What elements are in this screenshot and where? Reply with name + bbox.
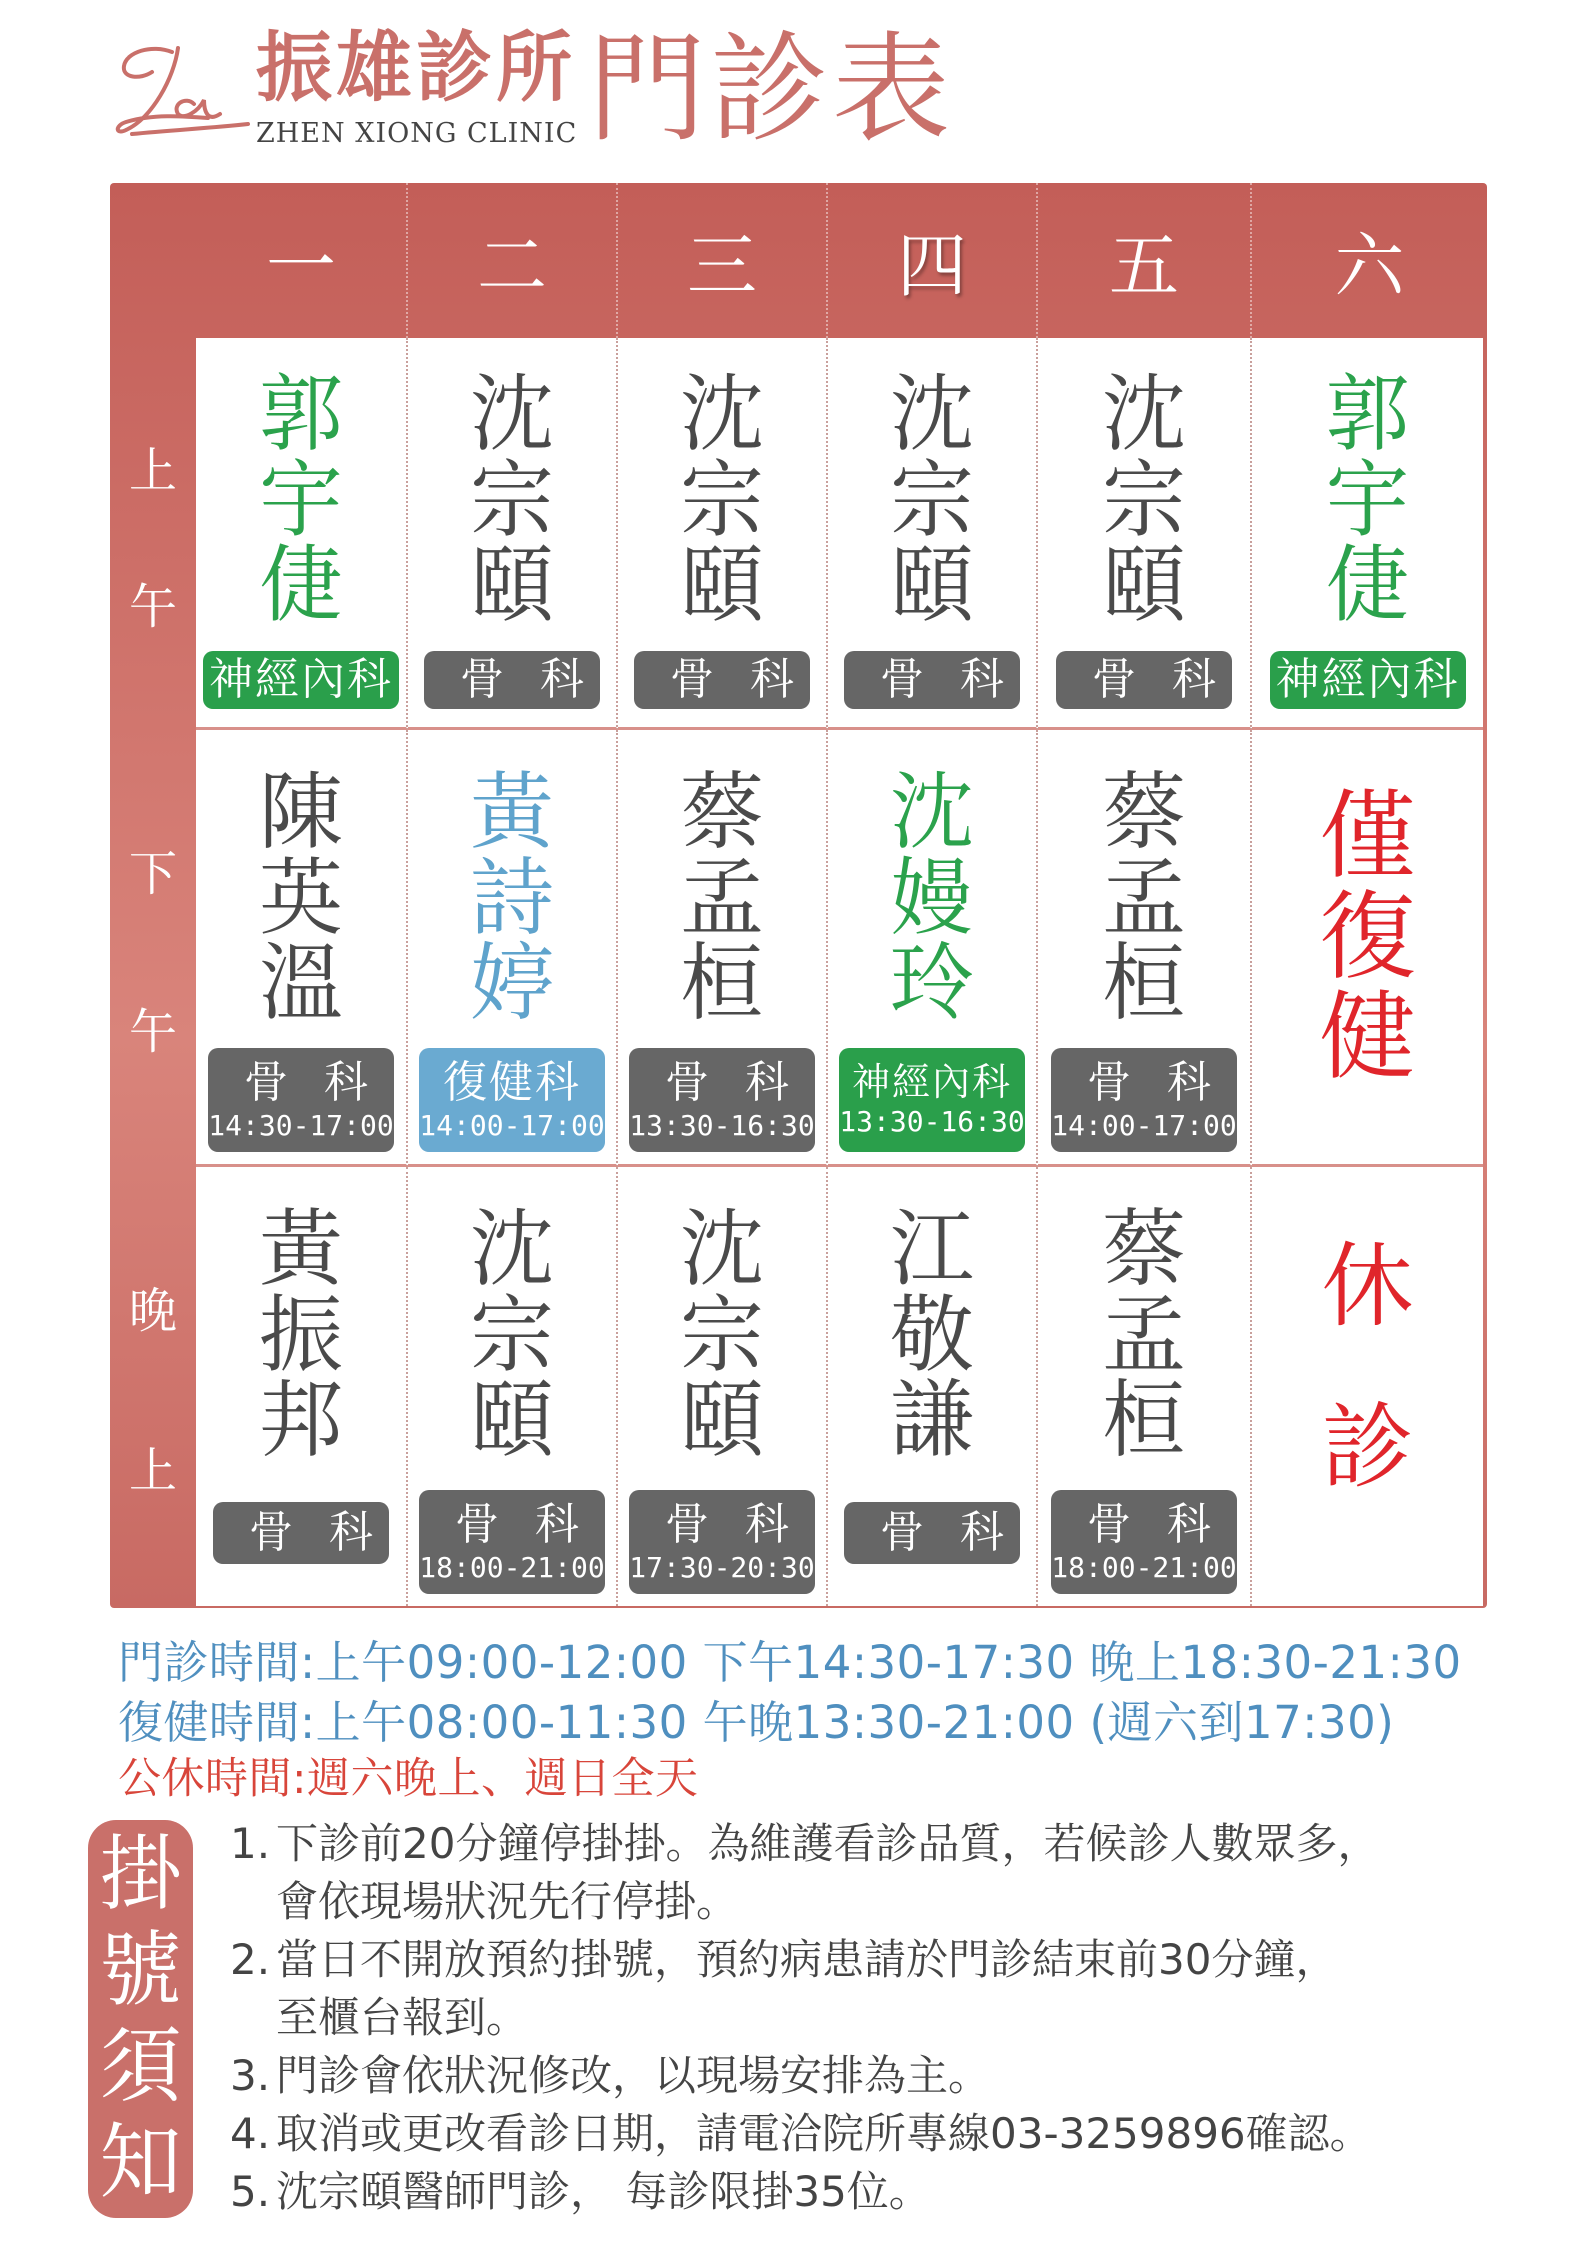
notice-item-4: 4. 取消或更改看診日期，請電洽院所專線03-3259896確認。 [230, 2109, 1372, 2158]
department-badge: 骨科 14:30-17:00 [208, 1048, 394, 1152]
rehab-hours: 復健時間:上午08:00-11:30 午晚13:30-21:00 (週六到17:30) [118, 1696, 1395, 1749]
clinic-name-en: ZHEN XIONG CLINIC [256, 118, 578, 149]
schedule-cell-mon-morning [196, 338, 408, 730]
doctor-name: 沈 宗 頤 [889, 365, 974, 635]
schedule-cell-sat-morning [1252, 338, 1483, 730]
schedule-cell-wed-afternoon [618, 730, 828, 1167]
department-badge: 骨科 14:00-17:00 [1051, 1048, 1237, 1152]
doctor-name: 蔡 孟 桓 [1101, 763, 1186, 1033]
schedule-cell-thu-evening [828, 1167, 1038, 1606]
doctor-name: 沈 嫚 玲 [889, 763, 974, 1033]
period-afternoon-char-2: 午 [128, 1004, 177, 1061]
schedule-cell-thu-afternoon [828, 730, 1038, 1167]
clinic-name: 振雄診所 [256, 23, 576, 112]
period-afternoon [110, 730, 196, 1167]
doctor-name: 沈 宗 頤 [1101, 365, 1186, 635]
doctor-name: 蔡 孟 桓 [679, 763, 764, 1033]
period-afternoon-char-1: 下 [128, 845, 177, 902]
notice-item-5: 5. 沈宗頤醫師門診， 每診限掛35位。 [230, 2167, 931, 2216]
notice-item-2-continued: 至櫃台報到。 [276, 1993, 529, 2042]
weekday-fri: 五 [1038, 183, 1252, 338]
department-badge: 神經內科 13:30-16:30 [839, 1048, 1025, 1152]
weekday-sat: 六 [1334, 225, 1405, 307]
doctor-name: 江 敬 謙 [889, 1200, 974, 1470]
schedule-cell-sat-afternoon [1252, 730, 1483, 1167]
weekday-wed: 三 [618, 183, 828, 338]
period-evening-char-2: 上 [128, 1442, 177, 1499]
schedule-cell-mon-afternoon [196, 730, 408, 1167]
schedule-cell-fri-afternoon [1038, 730, 1252, 1167]
doctor-name: 沈 宗 頤 [469, 1200, 554, 1470]
doctor-name: 郭 宇 倢 [258, 365, 343, 635]
department-badge: 神經內科 [203, 651, 399, 709]
department-badge: 骨科 [844, 651, 1020, 709]
department-badge: 骨科 [844, 1502, 1020, 1564]
period-morning-char-2: 午 [128, 578, 177, 635]
page-title: 門診表 [588, 20, 955, 158]
department-badge: 骨科 13:30-16:30 [629, 1048, 815, 1152]
rehab-only-text: 僅 復 健 [1319, 779, 1416, 1094]
registration-notice-label: 掛 號 須 知 [88, 1820, 193, 2218]
schedule-cell-fri-morning [1038, 338, 1252, 730]
period-morning-char-1: 上 [128, 442, 177, 499]
doctor-name: 沈 宗 頤 [679, 365, 764, 635]
clinic-logo-icon [112, 38, 252, 148]
department-badge: 骨科 [1056, 651, 1232, 709]
department-badge: 骨科 [634, 651, 810, 709]
schedule-cell-mon-evening [196, 1167, 408, 1606]
closed-text: 休 診 [1321, 1232, 1414, 1501]
doctor-name: 郭 宇 倢 [1325, 365, 1410, 635]
schedule-cell-sat-evening [1252, 1167, 1483, 1606]
registration-notice-list [230, 1815, 1530, 2221]
period-evening-char-1: 晚 [128, 1283, 177, 1340]
clinic-hours: 門診時間:上午09:00-12:00 下午14:30-17:30 晚上18:30-21:30 [118, 1636, 1462, 1689]
closed-hours: 公休時間:週六晚上、週日全天 [118, 1754, 699, 1804]
schedule-cell-tue-morning [408, 338, 618, 730]
doctor-name: 蔡 孟 桓 [1101, 1200, 1186, 1470]
period-column [110, 338, 196, 1606]
weekday-header-row [196, 183, 1487, 338]
doctor-name: 沈 宗 頤 [679, 1200, 764, 1470]
schedule-grid [196, 338, 1483, 1606]
notice-item-2: 2. 當日不開放預約掛號，預約病患請於門診結束前30分鐘， [230, 1935, 1338, 1984]
schedule-cell-thu-morning [828, 338, 1038, 730]
period-evening [110, 1167, 196, 1606]
doctor-name: 黃 振 邦 [258, 1200, 343, 1470]
notice-item-3: 3. 門診會依狀況修改，以現場安排為主。 [230, 2051, 991, 2100]
weekday-tue: 二 [408, 183, 618, 338]
schedule-cell-fri-evening [1038, 1167, 1252, 1606]
schedule-cell-tue-evening [408, 1167, 618, 1606]
department-badge: 復健科 14:00-17:00 [419, 1048, 605, 1152]
weekday-mon: 一 [196, 183, 408, 338]
doctor-name: 陳 英 溫 [258, 763, 343, 1033]
weekday-thu: 四 [828, 183, 1038, 338]
doctor-name: 黃 詩 婷 [469, 763, 554, 1033]
schedule-cell-wed-morning [618, 338, 828, 730]
department-badge: 骨科 [424, 651, 600, 709]
department-badge: 骨科 18:00-21:00 [1051, 1490, 1237, 1594]
period-morning [110, 338, 196, 730]
department-badge: 神經內科 [1270, 651, 1466, 709]
schedule-cell-wed-evening [618, 1167, 828, 1606]
department-badge: 骨科 [213, 1502, 389, 1564]
notice-item-1: 1. 下診前20分鐘停掛掛。為維護看診品質，若候診人數眾多， [230, 1819, 1380, 1868]
notice-item-1-continued: 會依現場狀況先行停掛。 [276, 1877, 739, 1926]
schedule-cell-tue-afternoon [408, 730, 618, 1167]
department-badge: 骨科 18:00-21:00 [419, 1490, 605, 1594]
doctor-name: 沈 宗 頤 [469, 365, 554, 635]
department-badge: 骨科 17:30-20:30 [629, 1490, 815, 1594]
